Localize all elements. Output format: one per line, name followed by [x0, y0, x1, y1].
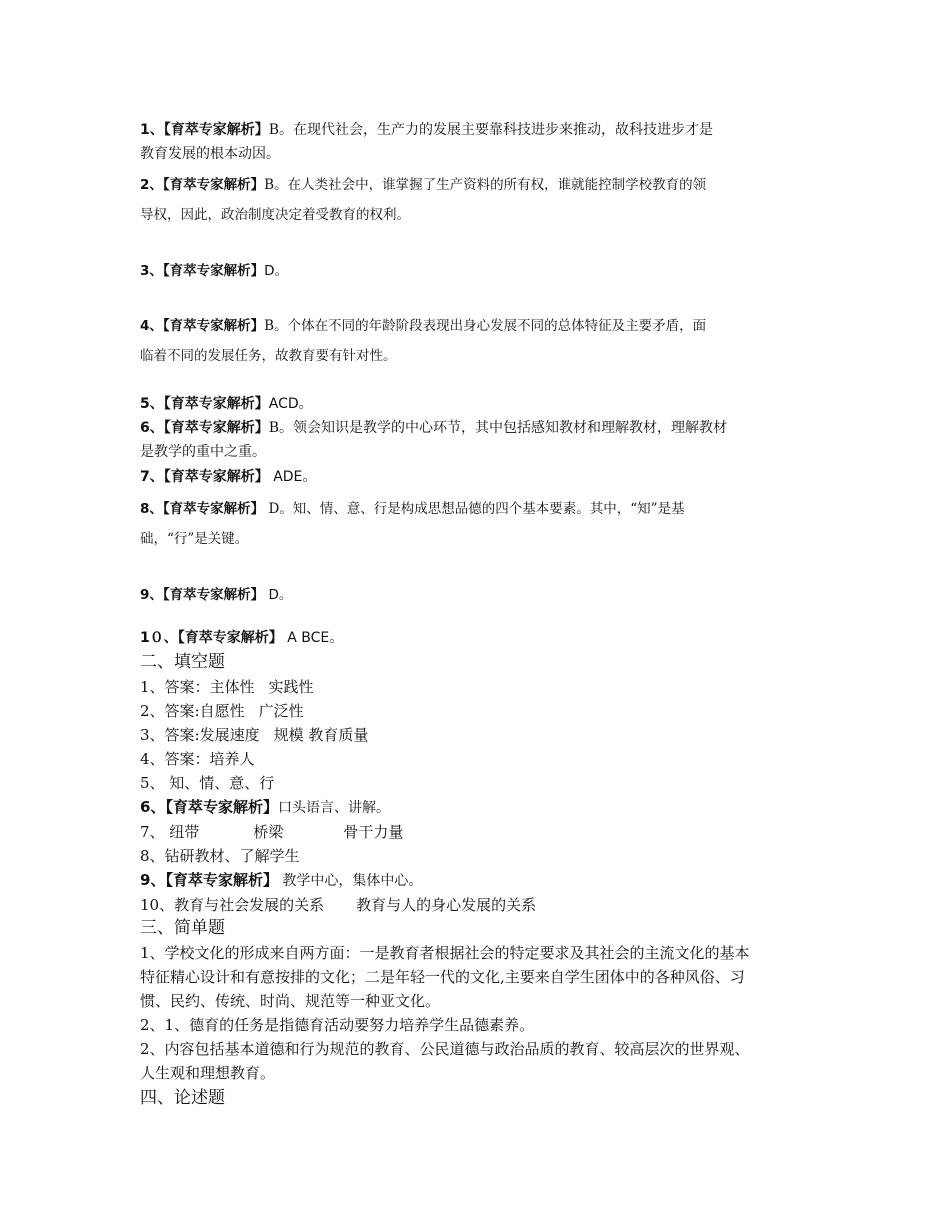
answer-text: B。在现代社会，生产力的发展主要靠科技进步来推动，故科技进步才是 [268, 122, 714, 138]
analysis-tag: 【育萃专家解析】 [165, 798, 278, 816]
short-answer-2-line1: 2、1、德育的任务是指德育活动要努力培养学生品德素养。 [140, 1016, 535, 1034]
analysis-tag: 【育萃专家解析】 [163, 469, 269, 485]
answer-text: D。 [264, 263, 289, 279]
short-answer-1-line2: 特征精心设计和有意按排的文化；二是年轻一代的文化,主要来自学生团体中的各种风俗、习 [140, 968, 745, 986]
mc-item-10-line1 [140, 627, 830, 649]
mc-item-6-line1 [140, 417, 830, 439]
answer-text: ACD。 [268, 396, 313, 412]
mc-item-1-line2: 教育发展的根本动因。 [140, 146, 280, 162]
fill-item-4: 4、答案：培养人 [140, 750, 255, 768]
item-number: 4、 [140, 318, 163, 334]
analysis-tag: 【育萃专家解析】 [162, 587, 265, 603]
answer-text: B。个体在不同的年龄阶段表现出身心发展不同的总体特征及主要矛盾，面 [264, 318, 707, 334]
fill-item-6 [140, 795, 830, 820]
fill-item-1: 1、答案：主体性 实践性 [140, 678, 314, 696]
item-number: 8、 [140, 501, 163, 517]
analysis-tag: 【育萃专家解析】 [163, 396, 269, 412]
section-4-title: 四、论述题 [140, 1088, 225, 1108]
short-answer-1-line3: 惯、民约、传统、时尚、规范等一种亚文化。 [140, 992, 441, 1010]
mc-item-2-line2: 导权，因此，政治制度决定着受教育的权利。 [140, 207, 410, 223]
mc-item-4-line1 [140, 311, 830, 341]
short-answer-1-line1: 1、学校文化的形成来自两方面：一是教育者根据社会的特定要求及其社会的主流文化的基本 [140, 944, 750, 962]
analysis-tag: 【育萃专家解析】 [165, 871, 278, 889]
item-number: 9、 [140, 587, 163, 603]
analysis-tag: 【育萃专家解析】 [163, 122, 269, 138]
answer-text: A BCE。 [282, 630, 344, 646]
item-number: 3、 [140, 263, 163, 279]
item-number: 9、 [140, 871, 166, 889]
analysis-tag: 【育萃专家解析】 [177, 630, 283, 646]
item-number: 6、 [140, 420, 164, 436]
answer-text: D。 [264, 587, 293, 603]
analysis-tag: 【育萃专家解析】 [163, 420, 269, 436]
mc-item-8-line1 [140, 494, 830, 524]
answer-text: B。领会知识是教学的中心环节，其中包括感知教材和理解教材，理解教材 [268, 420, 728, 436]
section-3-title: 三、简单题 [140, 918, 225, 938]
fill-item-10: 10、教育与社会发展的关系 教育与人的身心发展的关系 [140, 896, 537, 914]
item-number: 6、 [140, 798, 166, 816]
short-answer-2-line2: 2、内容包括基本道德和行为规范的教育、公民道德与政治品质的教育、较高层次的世界观、 [140, 1040, 750, 1058]
mc-item-5-line1 [140, 393, 830, 415]
answer-text: 教学中心，集体中心。 [277, 873, 423, 889]
answer-text: D。知、情、意、行是构成思想品德的四个基本要素。其中，“知”是基 [264, 501, 685, 517]
mc-item-6-line2: 是教学的重中之重。 [140, 444, 266, 460]
mc-item-3-line1 [140, 256, 830, 286]
item-number: 7、 [140, 469, 164, 485]
analysis-tag: 【育萃专家解析】 [162, 318, 265, 334]
item-number: 1０、 [140, 630, 178, 646]
fill-item-2: 2、答案:自愿性 广泛性 [140, 702, 304, 720]
section-2-title: 二、填空题 [140, 652, 225, 672]
mc-item-9-line1 [140, 580, 830, 610]
mc-item-2-line1 [140, 170, 830, 200]
fill-item-8: 8、钻研教材、了解学生 [140, 847, 300, 865]
item-number: 1、 [140, 122, 164, 138]
answer-text: B。在人类社会中，谁掌握了生产资料的所有权，谁就能控制学校教育的领 [264, 177, 707, 193]
mc-item-4-line2: 临着不同的发展任务，故教育要有针对性。 [140, 348, 397, 364]
analysis-tag: 【育萃专家解析】 [162, 177, 265, 193]
mc-item-7-line1 [140, 466, 830, 488]
short-answer-2-line3: 人生观和理想教育。 [140, 1064, 276, 1082]
answer-text: ADE。 [268, 469, 317, 485]
mc-item-8-line2: 础，“行”是关键。 [140, 531, 249, 547]
item-number: 2、 [140, 177, 163, 193]
answer-text: 口头语言、讲解。 [277, 800, 390, 816]
fill-item-5: 5、 知、情、意、行 [140, 774, 275, 792]
item-number: 5、 [140, 396, 164, 412]
fill-item-9 [140, 868, 830, 893]
analysis-tag: 【育萃专家解析】 [162, 501, 265, 517]
fill-item-7: 7、 纽带 桥梁 骨干力量 [140, 823, 404, 841]
mc-item-1-line1 [140, 119, 830, 141]
analysis-tag: 【育萃专家解析】 [162, 263, 265, 279]
fill-item-3: 3、答案:发展速度 规模 教育质量 [140, 726, 369, 744]
